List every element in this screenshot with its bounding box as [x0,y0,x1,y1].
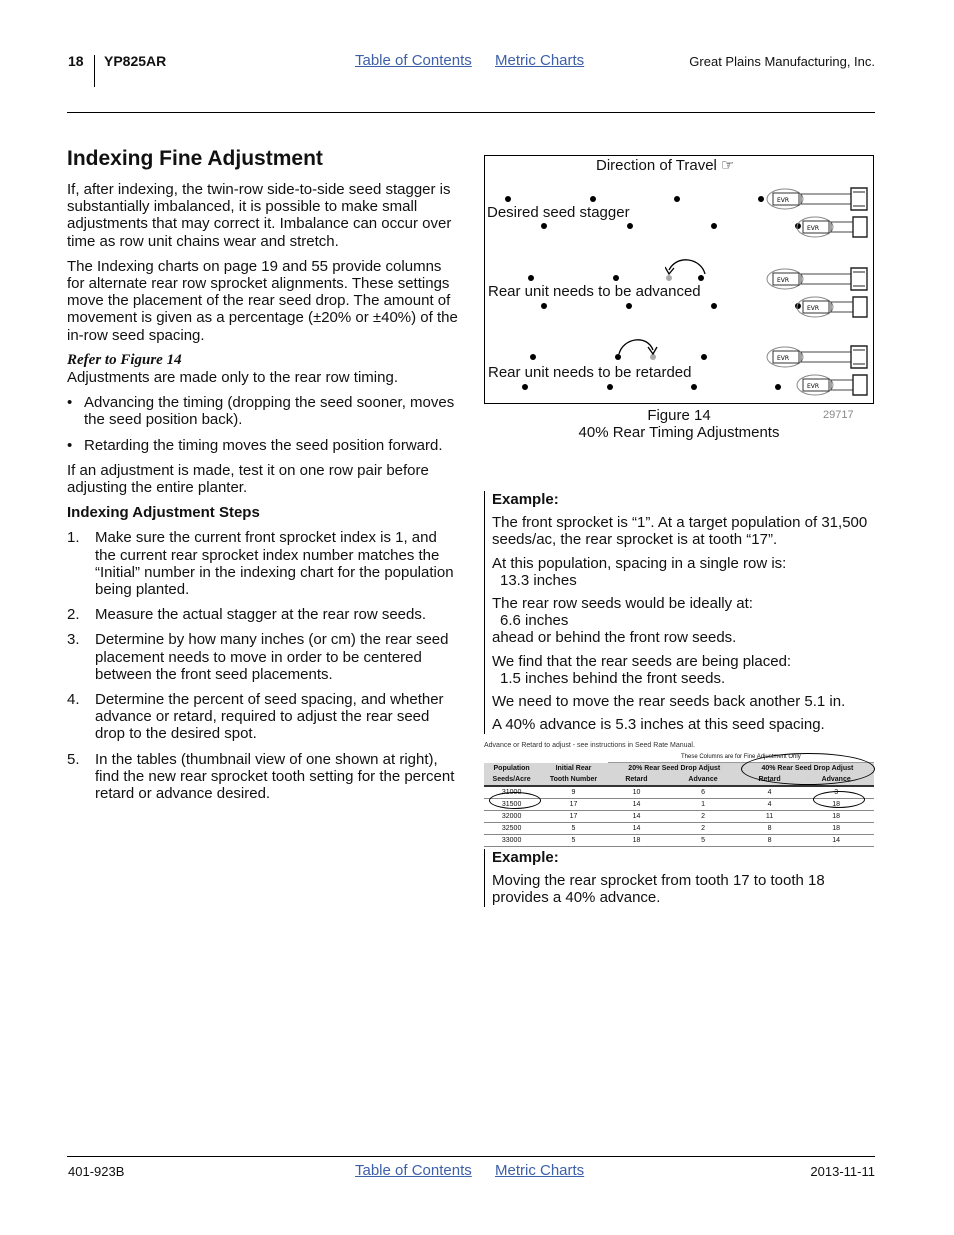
rear-retarded-label: Rear unit needs to be retarded [488,364,692,381]
desired-stagger-label: Desired seed stagger [487,204,630,221]
example-text: The rear row seeds would be ideally at: 6.6 inches ahead or behind the front row seeds. [492,595,753,647]
table-row: 33000 5 18 5 8 14 [484,835,874,847]
seed-dot [691,384,697,390]
table-header: Population [484,763,539,775]
header-divider [94,55,95,87]
header-rule [67,112,875,113]
direction-of-travel-label: Direction of Travel ☞ [596,157,735,174]
table-of-contents-link[interactable]: Table of Contents [355,52,472,69]
company-name: Great Plains Manufacturing, Inc. [689,54,875,69]
figure-14 [484,155,874,404]
highlight-circle-40pct-header [741,753,875,785]
step-item: 5. In the tables (thumbnail view of one shown at right), find the new rear sprocket tooth setting for the percent retard or advance desired. [67,750,455,803]
svg-text:EVR: EVR [807,383,820,390]
retard-arrow-icon [615,336,659,358]
example-text: Moving the rear sprocket from tooth 17 to tooth 18 provides a 40% advance. [492,872,825,907]
page-number: 18 [68,53,84,69]
example-box-1 [484,491,872,734]
figure-id: 29717 [823,409,854,421]
paragraph-indexing-charts: The Indexing charts on page 19 and 55 provide columns for alternate rear row sprocket alignments. These settings move the placement of the rear seed drop. The amount of movement is given as a percentage (±20% or ±40%) of the in-row seed spacing. [67,257,458,344]
rear-advanced-label: Rear unit needs to be advanced [488,283,701,300]
svg-text:EVR: EVR [807,225,820,232]
example-text: At this population, spacing in a single row is: 13.3 inches [492,554,787,589]
example-text: We find that the rear seeds are being placed: 1.5 inches behind the front seeds. [492,652,792,687]
example-text: We need to move the rear seeds back another 5.1 in. [492,693,846,711]
paragraph-test-row: If an adjustment is made, test it on one row pair before adjusting the entire planter. [67,461,429,497]
step-item: 4. Determine the percent of seed spacing, and whether advance or retard, required to adjust the rear seed drop to the desired spot. [67,691,444,743]
table-row: 31000 9 10 6 4 3 [484,786,874,799]
table-row: 32500 5 14 2 8 18 [484,823,874,835]
table-header: Initial Rear [539,763,608,775]
table-subheader: Tooth Number [539,774,608,786]
seed-dot [711,303,717,309]
paragraph-imbalance: If, after indexing, the twin-row side-to-side seed stagger is substantially imbalanced, it is possible to make small adjustments that may correct it. Imbalance can occur over time as row unit chains wear and stretch. [67,181,452,250]
example-title: Example: [492,491,559,508]
seed-dot [528,275,534,281]
table-row: 32000 17 14 2 11 18 [484,811,874,823]
main-text-column [67,146,459,810]
figure-reference: Refer to Figure 14 [67,351,182,368]
example-box-2 [484,849,872,907]
svg-text:EVR: EVR [777,277,790,284]
seed-dot [541,223,547,229]
seed-dot [711,223,717,229]
row-unit-pair-illustration-3 [765,342,871,402]
table-subheader: Advance [798,774,874,786]
svg-text:EVR: EVR [777,355,790,362]
seed-dot [541,303,547,309]
figure-title: 40% Rear Timing Adjustments [578,424,780,441]
table-header: 20% Rear Seed Drop Adjust [608,763,741,775]
revision-date: 2013-11-11 [810,1164,875,1179]
figure-caption [484,407,874,441]
timing-bullets [67,394,459,454]
advance-arrow-icon [665,256,709,278]
table-subheader: Seeds/Acre [484,774,539,786]
seed-dot [530,354,536,360]
seed-dot [758,196,764,202]
figure-number: Figure 14 [647,407,711,424]
seed-dot [505,196,511,202]
step-item: 3. Determine by how many inches (or cm) the rear seed placement needs to move in order to be centered between the front seed placements. [67,631,449,683]
seed-dot [674,196,680,202]
step-item: 1. Make sure the current front sprocket index is 1, and the current rear sprocket index number matches the “Initial” number in the indexing chart for the population being planted. [67,529,454,599]
seed-dot [590,196,596,202]
row-unit-pair-illustration-1 [765,184,871,244]
table-of-contents-link[interactable]: Table of Contents [355,1162,472,1179]
seed-dot [701,354,707,360]
metric-charts-link[interactable]: Metric Charts [495,52,585,69]
bullet-advance: • Advancing the timing (dropping the seed sooner, moves the seed position back). [67,394,459,428]
bullet-retard: • Retarding the timing moves the seed position forward. [67,437,459,454]
metric-charts-link[interactable]: Metric Charts [495,1162,585,1179]
example-text: A 40% advance is 5.3 inches at this seed spacing. [492,716,825,734]
seed-dot [627,223,633,229]
seed-dot [522,384,528,390]
table-caption: Advance or Retard to adjust - see instructions in Seed Rate Manual. [484,742,695,749]
steps-heading: Indexing Adjustment Steps [67,504,260,522]
table-note: These Columns are for Fine Adjustment Only [608,751,874,763]
paragraph-rear-timing: Adjustments are made only to the rear row timing. [67,369,398,387]
seed-dot [607,384,613,390]
svg-text:EVR: EVR [777,197,790,204]
document-number: 401-923B [68,1164,125,1179]
footer-rule [67,1156,875,1157]
table-subheader: Retard [741,774,798,786]
example-text: The front sprocket is “1”. At a target population of 31,500 seeds/ac, the rear sprocket is at tooth “17”. [492,514,868,549]
table-subheader: Advance [665,774,741,786]
adjustment-steps [67,529,459,802]
table-subheader: Retard [608,774,665,786]
table-header: 40% Rear Seed Drop Adjust [741,763,874,775]
highlight-circle-advance-18 [813,791,865,808]
section-title: Indexing Fine Adjustment [67,147,323,170]
seed-dot [626,303,632,309]
row-unit-pair-illustration-2 [765,264,871,324]
seed-dot [613,275,619,281]
model-name: YP825AR [104,53,167,69]
svg-text:EVR: EVR [807,305,820,312]
highlight-circle-31500 [489,792,541,809]
step-item: 2. Measure the actual stagger at the rear row seeds. [67,606,427,624]
table-row: 31500 17 14 1 4 18 [484,799,874,811]
example-title: Example: [492,849,559,866]
